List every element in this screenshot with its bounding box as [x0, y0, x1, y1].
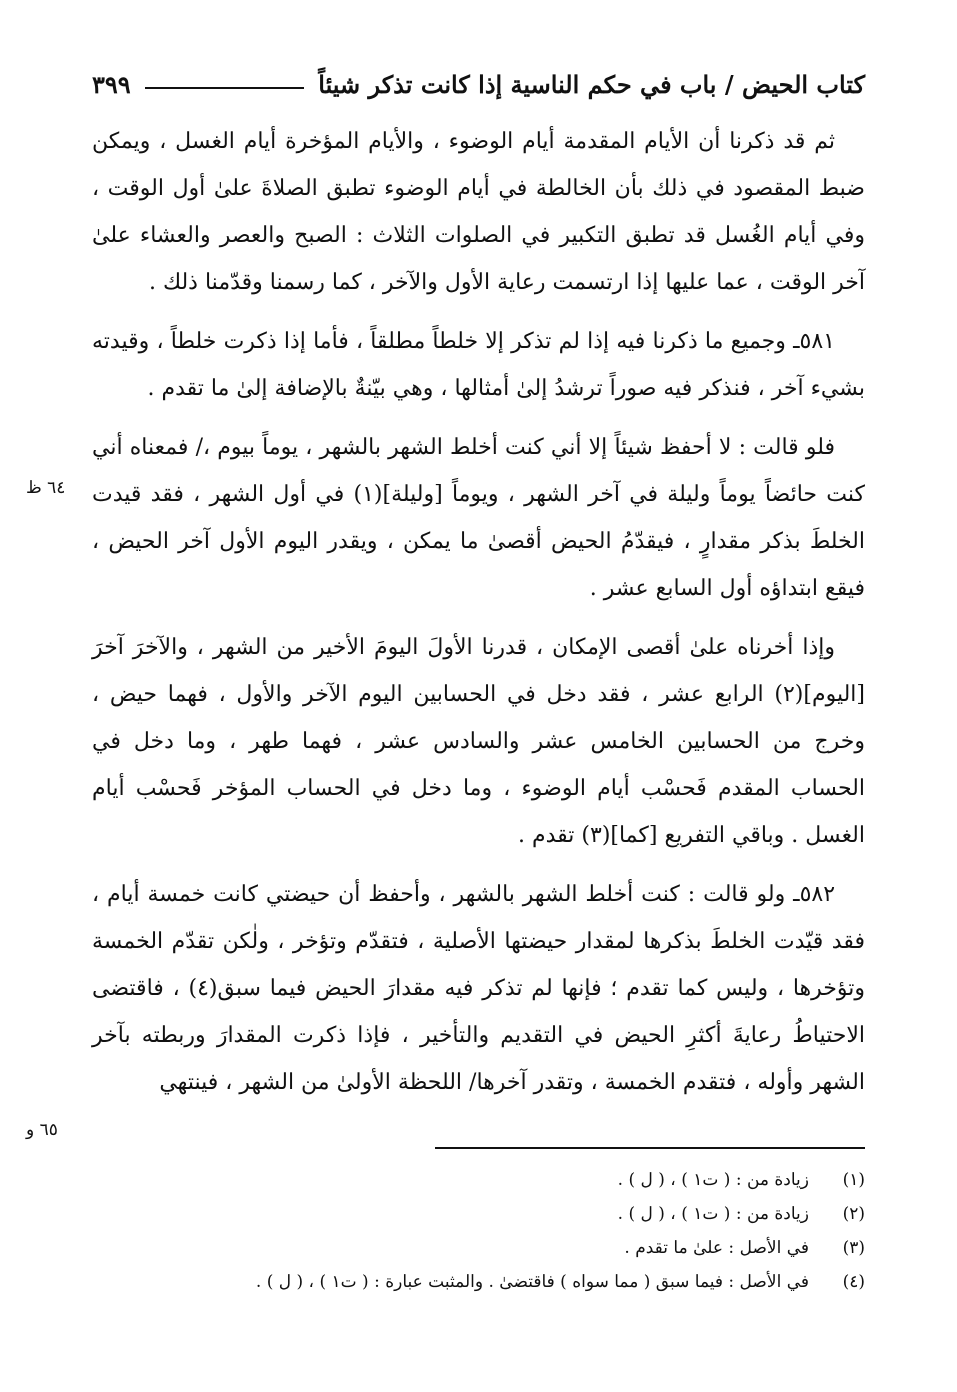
main-text: [92, 118, 865, 1118]
manuscript-folio-note: ٦٥ و: [26, 1120, 58, 1140]
paragraph: ثم قد ذكرنا أن الأيام المقدمة أيام الوضوء ، والأيام المؤخرة أيام الغسل ، ويمكن ضبط المقصود في ذلك بأن الخالطة في أيام الوضوء تطبق الصلاةَ علىٰ أول الوقت ، وفي أيام الغُسل قد تطبق التكبير في الصلوات الثلاث : الصبح والعصر والعشاء علىٰ آخر الوقت ، عما عليها إذا ارتسمت رعاية الأول والآخر ، كما رسمنا وقدّمنا ذلك .: [92, 129, 865, 295]
footnote-item: [92, 1163, 865, 1197]
footnote-rule: [435, 1147, 865, 1149]
footnote-item: [92, 1197, 865, 1231]
paragraph: ٥٨١ـ وجميع ما ذكرنا فيه إذا لم تذكر إلا خلطاً مطلقاً ، فأما إذا ذكرت خلطاً ، وقيدته بشيء آخر ، فنذكر فيه صوراً ترشدُ إلىٰ أمثالها ، وهي بيّنةٌ بالإضافة إلىٰ ما تقدم .: [92, 329, 865, 401]
footnote-text: في الأصل : علىٰ ما تقدم .: [624, 1238, 809, 1258]
footnote-number: (٣): [842, 1238, 865, 1258]
footnote-number: (٢): [842, 1204, 865, 1224]
footnote-text: في الأصل : فيما سبق ( مما سواه ) فاقتضىٰ . والمثبت عبارة : ( ت١ ) ، ( ل ) .: [255, 1272, 809, 1292]
footnote-text: زيادة من : ( ت١ ) ، ( ل ) .: [617, 1204, 809, 1224]
manuscript-folio-note: ٦٤ ظ: [26, 478, 66, 498]
footnote-item: [92, 1265, 865, 1299]
running-header: [92, 62, 865, 106]
footnote-number: (١): [842, 1170, 865, 1190]
paragraph: وإذا أخرناه علىٰ أقصى الإمكان ، قدرنا الأولَ اليومَ الأخير من الشهر ، والآخرَ آخرَ [اليوم](٢) الرابع عشر ، فقد دخل في الحسابين اليوم الآخر والأول ، فهما حيض ، وخرج من الحسابين الخامس عشر والسادس عشر ، فهما طهر ، وما دخل في الحساب المقدم فَحسْب أيام الوضوء ، وما دخل في الحساب المؤخر فَحسْب أيام الغسل . وباقي التفريع [كما](٣) تقدم .: [92, 635, 865, 848]
footnotes: [92, 1163, 865, 1299]
paragraph: ٥٨٢ـ ولو قالت : كنت أخلط الشهر بالشهر ، وأحفظ أن حيضتي كانت خمسة أيام ، فقد قيّدت الخلطَ بذكرها لمقدار حيضتها الأصلية ، فتقدّم وتؤخر ، ولٰكن تقدّم الخمسة وتؤخرها ، وليس كما تقدم ؛ فإنها لم تذكر فيه مقدارَ الحيض فيما سبق(٤) ، فاقتضى الاحتياطُ رعايةَ أكثرِ الحيض في التقديم والتأخير ، فإذا ذكرت المقدارَ وربطته بآخر الشهر وأوله ، فتقدم الخمسة ، وتقدر آخرها/ اللحظة الأولىٰ من الشهر ، فينتهي: [92, 882, 865, 1095]
header-rule: [145, 87, 305, 89]
page-number: ٣٩٩: [92, 69, 131, 99]
paragraph: فلو قالت : لا أحفظ شيئاً إلا أني كنت أخلط الشهر بالشهر ، يوماً بيوم ،/ فمعناه أني كنت حائضاً يوماً وليلة في آخر الشهر ، ويوماً [وليلة](١) في أول الشهر ، فقد قيدت الخلطَ بذكر مقدارٍ ، فيقدّمُ الحيض أقصىٰ ما يمكن ، ويقدر اليوم الأول آخر الحيض ، فيقع ابتداؤه أول السابع عشر .: [92, 435, 865, 601]
footnote-text: زيادة من : ( ت١ ) ، ( ل ) .: [617, 1170, 809, 1190]
footnote-item: [92, 1231, 865, 1265]
footnote-number: (٤): [842, 1272, 865, 1292]
header-title: كتاب الحيض / باب في حكم الناسية إذا كانت تذكر شيئاً: [318, 69, 865, 99]
